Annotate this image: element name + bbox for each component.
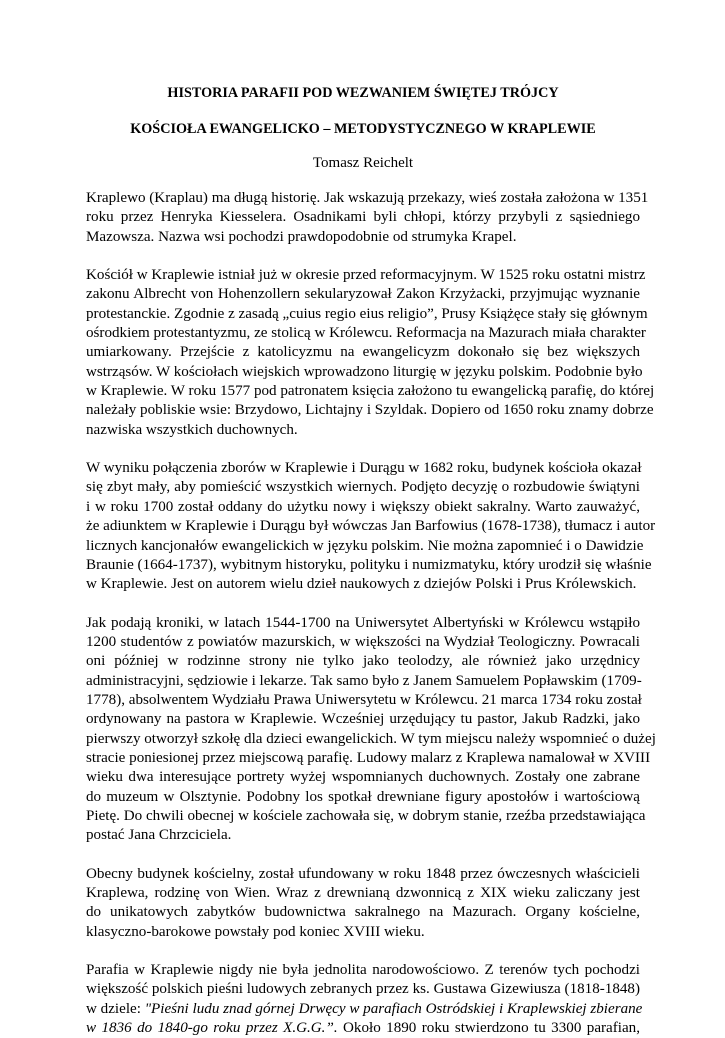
text-line: stracie poniesionej przez miejscową parafię. Ludowy malarz z Kraplewa namalował w XVIII bbox=[86, 749, 651, 766]
text-line: ordynowany na pastora w Kraplewie. Wcześniej urzędujący tu pastor, Jakub Radzki, jako bbox=[86, 711, 640, 728]
text-line: protestanckie. Zgodnie z zasadą „cuius regio eius religio”, Prusy Książęce stały się głównym bbox=[86, 305, 648, 322]
text-line: wieku dwa interesujące portrety wyżej wspomnianych duchownych. Zostały one zabrane bbox=[86, 769, 640, 786]
text-line: Mazowsza. Nazwa wsi pochodzi prawdopodobnie od strumyka Krapel. bbox=[86, 228, 517, 245]
body-text bbox=[86, 189, 656, 942]
text-line: 1200 studentów z powiatów mazurskich, w większości na Wydział Teologiczny. Powracali bbox=[86, 633, 640, 650]
text-line: zakonu Albrecht von Hohenzollern sekularyzował Zakon Krzyżacki, przyjmując wyznanie bbox=[86, 286, 640, 303]
text-line: należały pobliskie wsie: Brzydowo, Lichtajny i Szyldak. Dopiero od 1650 roku znamy dobrze bbox=[86, 402, 654, 419]
text-line: wstrząsów. W kościołach wiejskich wprowadzono liturgię w języku polskim. Podobnie było bbox=[86, 363, 643, 380]
text-line: w Kraplewie. W roku 1577 pod patronatem księcia założono tu ewangelicką parafię, do której bbox=[86, 383, 655, 400]
text-line: większość polskich pieśni ludowych zebranych przez ks. Gustawa Gizewiusza (1818-1848) bbox=[86, 981, 640, 998]
document-title-line-1: HISTORIA PARAFII POD WEZWANIEM ŚWIĘTEJ TRÓJCY bbox=[167, 85, 559, 101]
text-line: pierwszy otworzył szkołę dla dzieci ewangelickich. W tym miejscu należy wspomnieć o dużej bbox=[86, 730, 656, 747]
text-line: administracyjni, sędziowie i lekarze. Tak samo było z Janem Samuelem Popławskim (1709- bbox=[86, 672, 642, 689]
text-line: Obecny budynek kościelny, został ufundowany w roku 1848 przez ówczesnych właścicieli bbox=[86, 865, 640, 882]
text-line: Braunie (1664-1737), wybitnym historyku, polityku i numizmatyku, który urodził się właśnie bbox=[86, 556, 652, 573]
text-line: oni później w rodzinne strony nie tylko jako teolodzy, ale również jako urzędnicy bbox=[86, 653, 640, 670]
author-name: Tomasz Reichelt bbox=[312, 155, 414, 171]
text-line: Pietę. Do chwili obecnej w kościele zachowała się, w dobrym stanie, rzeźba przedstawiająca bbox=[86, 807, 646, 824]
text-line: nazwiska wszystkich duchownych. bbox=[86, 421, 298, 438]
document-title-line-2: KOŚCIOŁA EWANGELICKO – METODYSTYCZNEGO W KRAPLEWIE bbox=[130, 121, 596, 137]
text-line: ośrodkiem protestantyzmu, ze stolicą w Królewcu. Reformacja na Mazurach miała charakter bbox=[86, 325, 646, 342]
text-line: się zbyt mały, aby pomieścić wszystkich wiernych. Podjęto decyzję o rozbudowie świątyni bbox=[86, 479, 640, 496]
text-line: licznych kancjonałów ewangelickich w języku polskim. Nie można zapomnieć i o Dawidzie bbox=[86, 537, 644, 554]
quoted-title: w 1836 do 1840-go roku przez X.G.G.”. bbox=[86, 1020, 338, 1037]
text-line: roku przez Henryka Kiesselera. Osadnikami byli chłopi, którzy przybyli z sąsiedniego bbox=[86, 209, 640, 226]
text-line: do unikatowych zabytków budownictwa sakralnego na Mazurach. Organy kościelne, bbox=[86, 904, 640, 921]
paragraph bbox=[86, 459, 656, 594]
text-line bbox=[86, 1000, 643, 1019]
paragraph bbox=[86, 266, 655, 440]
text-fragment: w dziele: bbox=[86, 1000, 145, 1017]
text-fragment: Około 1890 roku stwierdzono tu 3300 parafian, bbox=[337, 1020, 640, 1037]
quoted-title: "Pieśni ludu znad górnej Drwęcy w parafiach Ostródskiej i Kraplewskiej zbierane bbox=[144, 1000, 643, 1017]
text-line: Kraplewa, rodzinę von Wien. Wraz z drewnianą dzwonnicą z XIX wieku zaliczany jest bbox=[86, 885, 640, 901]
paragraph bbox=[86, 961, 643, 1038]
paragraph bbox=[86, 189, 649, 247]
paragraph bbox=[86, 614, 656, 846]
document-page bbox=[86, 84, 656, 1038]
text-line: 1778), absolwentem Wydziału Prawa Uniwersytetu w Królewcu. 21 marca 1734 roku został bbox=[86, 691, 642, 708]
paragraph bbox=[86, 865, 640, 942]
text-line: i w roku 1700 został oddany do użytku nowy i większy obiekt sakralny. Warto zauważyć, bbox=[86, 498, 640, 515]
text-line: Kraplewo (Kraplau) ma długą historię. Jak wskazują przekazy, wieś została założona w 1351 bbox=[86, 190, 649, 206]
text-line: W wyniku połączenia zborów w Kraplewie i Durągu w 1682 roku, budynek kościoła okazał bbox=[86, 460, 642, 477]
text-line: klasyczno-barokowe powstały pod koniec XVIII wieku. bbox=[86, 923, 425, 940]
text-line: Parafia w Kraplewie nigdy nie była jednolita narodowościowo. Z terenów tych pochodzi bbox=[86, 962, 640, 979]
text-line: umiarkowany. Przejście z katolicyzmu na ewangelicyzm dokonało się bez większych bbox=[86, 344, 640, 361]
text-line: do muzeum w Olsztynie. Podobny los spotkał drewniane figury apostołów i wartościową bbox=[86, 788, 640, 805]
text-line: w Kraplewie. Jest on autorem wielu dzieł naukowych z dziejów Polski i Prus Królewskich. bbox=[86, 576, 637, 593]
text-line: Jak podają kroniki, w latach 1544-1700 na Uniwersytet Albertyński w Królewcu wstąpiło bbox=[86, 614, 640, 631]
text-line: postać Jana Chrzciciela. bbox=[86, 827, 232, 844]
text-line: że adiunktem w Kraplewie i Durągu był wówczas Jan Barfowius (1678-1738), tłumacz i autor bbox=[86, 518, 656, 535]
text-line bbox=[86, 1019, 640, 1038]
text-line: Kościół w Kraplewie istniał już w okresie przed reformacyjnym. W 1525 roku ostatni mistrz bbox=[86, 267, 646, 284]
